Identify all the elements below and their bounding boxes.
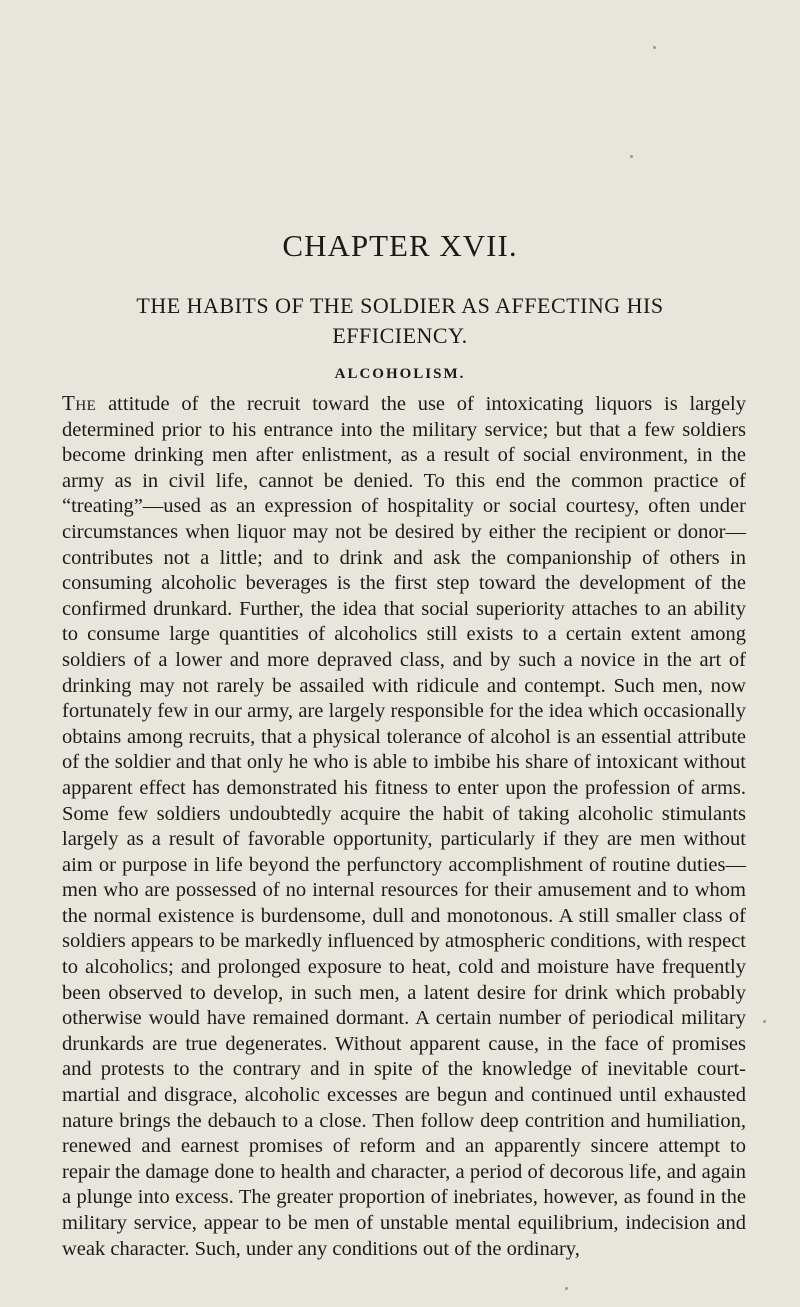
paper-speck bbox=[630, 155, 633, 158]
body-paragraph bbox=[62, 391, 746, 1262]
chapter-title-line-1: THE HABITS OF THE SOLDIER AS AFFECTING HIS bbox=[136, 293, 664, 318]
chapter-title-line-2: EFFICIENCY. bbox=[332, 323, 468, 348]
paragraph-lead-word: The bbox=[62, 391, 97, 415]
paper-speck bbox=[653, 46, 656, 49]
section-subheading: ALCOHOLISM. bbox=[334, 366, 466, 382]
paper-speck bbox=[763, 1020, 766, 1023]
chapter-heading: CHAPTER XVII. bbox=[282, 228, 518, 263]
chapter-title bbox=[60, 291, 740, 351]
paper-speck bbox=[565, 1287, 568, 1290]
paragraph-text: attitude of the recruit toward the use of intoxicating liquors is largely determined prior to his entrance into the military service; but that a few soldiers become drinking men after enlistment, as a result of social environment, in the army as in civil life, cannot be denied. To this end the common practice of “treating”—used as an expression of hospitality or social courtesy, often under circumstances when liquor may not be desired by either the recipient or donor—contributes not a little; and to drink and ask the companionship of others in consuming alcoholic beverages is the first step toward the development of the confirmed drunkard. Further, the idea that social superiority attaches to an ability to consume large quantities of alcoholics still exists to a certain extent among soldiers of a lower and more depraved class, and by such a novice in the art of drinking may not rarely be assailed with ridicule and contempt. Such men, now fortunately few in our army, are largely responsible for the idea which occasionally obtains among recruits, that a physical tolerance of alcohol is an essential attribute of the soldier and that only he who is able to imbibe his share of intoxicant without apparent effect has demonstrated his fitness to enter upon the profession of arms. Some few soldiers undoubtedly acquire the habit of taking alcoholic stimulants largely as a result of favorable opportunity, particularly if they are men without aim or purpose in life beyond the perfunctory accomplishment of routine duties—men who are possessed of no internal resources for their amusement and to whom the normal existence is burdensome, dull and monotonous. A still smaller class of soldiers appears to be markedly influenced by atmospheric conditions, with respect to alcoholics; and prolonged exposure to heat, cold and moisture have frequently been observed to develop, in such men, a latent desire for drink which probably otherwise would have remained dormant. A certain number of periodical military drunkards are true degenerates. Without apparent cause, in the face of promises and protests to the contrary and in spite of the knowledge of inevitable court-martial and disgrace, alcoholic excesses are begun and continued until exhausted nature brings the debauch to a close. Then follow deep contrition and humiliation, renewed and earnest promises of reform and an apparently sincere attempt to repair the damage done to health and character, a period of decorous life, and again a plunge into excess. The greater proportion of inebriates, however, as found in the military service, appear to be men of unstable mental equilibrium, indecision and weak character. Such, under any conditions out of the ordinary, bbox=[62, 393, 746, 1260]
